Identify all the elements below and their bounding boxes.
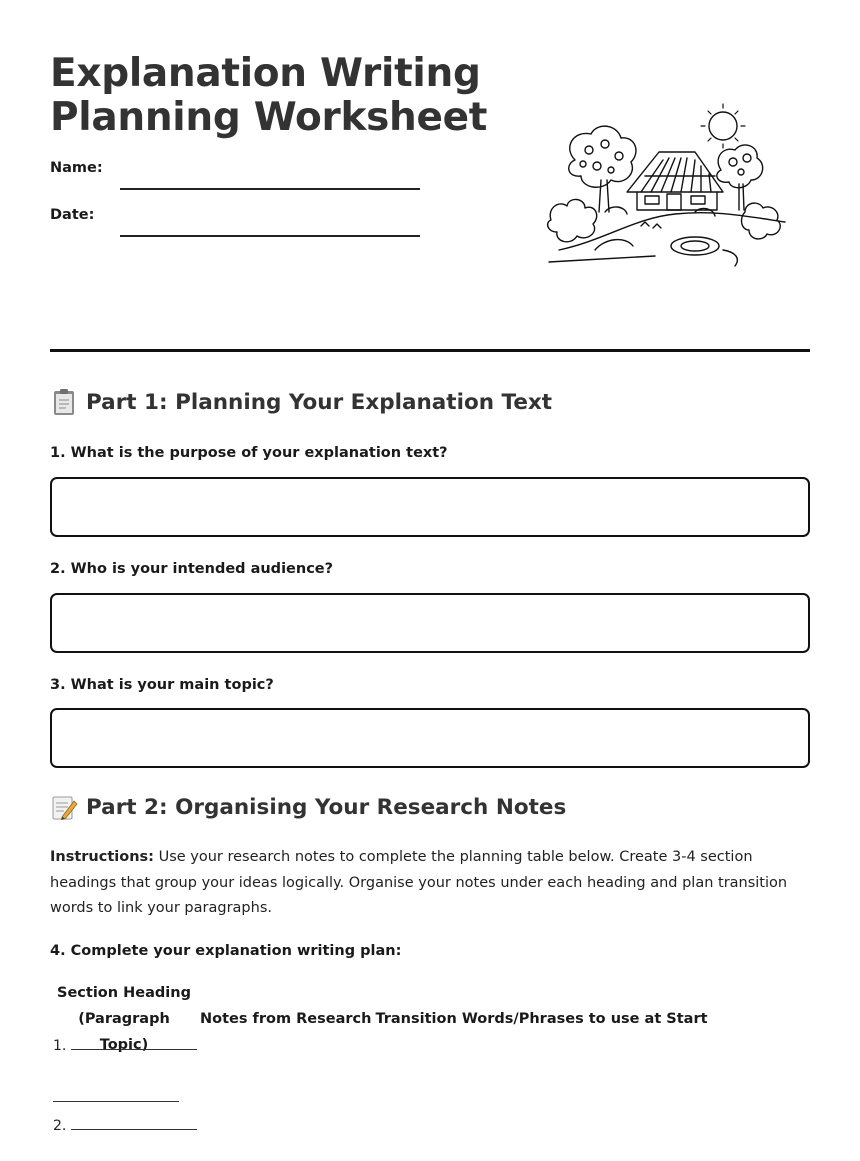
- date-label: Date:: [50, 207, 95, 223]
- section-divider: [50, 349, 810, 352]
- col-header-notes: Notes from Research: [200, 1011, 372, 1027]
- part2-heading-text: Part 2: Organising Your Research Notes: [86, 794, 567, 820]
- clipboard-icon: [50, 388, 78, 416]
- table-row: [53, 1038, 197, 1054]
- answer-box-purpose[interactable]: [50, 477, 810, 537]
- part2-heading: [50, 793, 566, 821]
- title-line-2: Planning Worksheet: [50, 95, 488, 140]
- question-4: 4. Complete your explanation writing plan:: [50, 943, 402, 959]
- question-3: 3. What is your main topic?: [50, 677, 274, 693]
- row-1-heading-blank-2[interactable]: [53, 1101, 179, 1102]
- col-header-transitions: Transition Words/Phrases to use at Start: [375, 1011, 708, 1027]
- row-number-2: 2.: [53, 1118, 67, 1134]
- name-line[interactable]: [120, 188, 420, 190]
- title-line-1: Explanation Writing: [50, 51, 481, 96]
- instructions-text: Use your research notes to complete the planning table below. Create 3-4 section headings that group your ideas logically. Organise your notes under each heading and plan transition words to link your paragraphs.: [50, 849, 788, 916]
- col-header-section-heading: Section Heading (Paragraph Topic): [57, 985, 191, 1053]
- name-field[interactable]: [50, 160, 420, 190]
- date-field[interactable]: [50, 207, 420, 237]
- answer-box-topic[interactable]: [50, 708, 810, 768]
- question-2: 2. Who is your intended audience?: [50, 561, 334, 577]
- worksheet-title: [50, 52, 487, 140]
- name-label: Name:: [50, 160, 103, 176]
- date-line[interactable]: [120, 235, 420, 237]
- answer-box-audience[interactable]: [50, 593, 810, 653]
- row-number-1: 1.: [53, 1038, 67, 1054]
- part1-heading: [50, 388, 552, 416]
- instructions-label: Instructions:: [50, 849, 154, 865]
- village-hut-landscape-illustration: [545, 100, 793, 270]
- row-2-heading-blank[interactable]: [71, 1129, 197, 1130]
- instructions-paragraph: [50, 845, 810, 922]
- question-1: 1. What is the purpose of your explanation text?: [50, 445, 448, 461]
- table-row-continuation: [53, 1090, 179, 1106]
- row-1-heading-blank[interactable]: [71, 1049, 197, 1050]
- part1-heading-text: Part 1: Planning Your Explanation Text: [86, 389, 553, 415]
- table-row: [53, 1118, 197, 1134]
- memo-pencil-icon: [50, 793, 78, 821]
